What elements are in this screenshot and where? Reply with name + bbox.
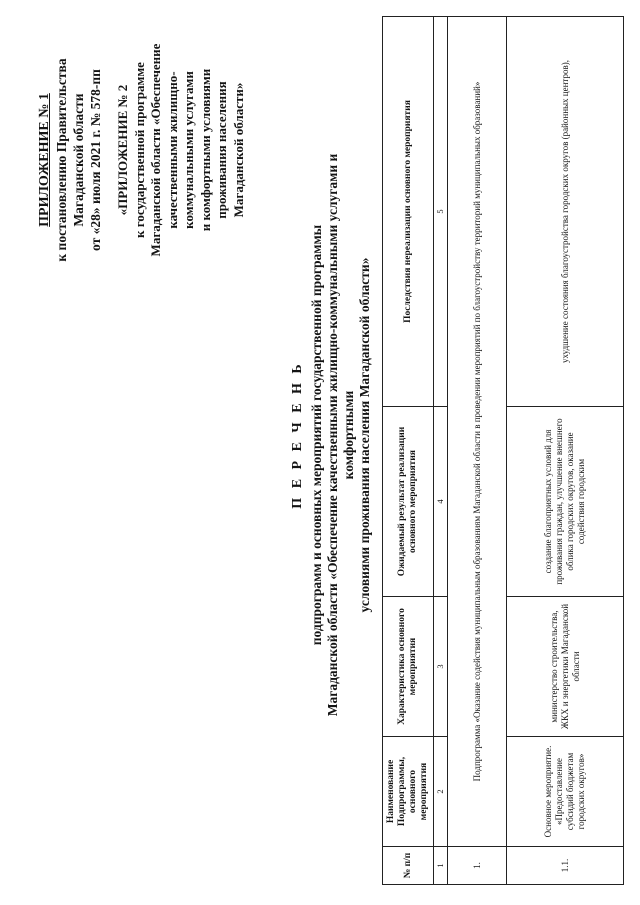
appendix-1-line: от «28» июля 2021 г. № 578-пп xyxy=(88,69,103,251)
expected-result-cell: создание благоприятных условий для проживания граждан, улучшение внешнего облика городских округов, оказание содействия городским xyxy=(507,407,624,597)
title-line: подпрограмм и основных мероприятий государственной программы xyxy=(309,224,324,646)
header-cell: Характеристика основного мероприятия xyxy=(383,597,434,737)
measure-characteristic-cell: министерство строительства, ЖКХ и энергетики Магаданской области xyxy=(507,597,624,737)
appendix-2-line: проживания населения xyxy=(214,81,229,219)
column-number: 2 xyxy=(434,737,448,847)
appendix-1-line: к постановлению Правительства xyxy=(54,58,69,262)
table-row xyxy=(507,17,624,885)
title-line: Магаданской области «Обеспечение качественными жилищно-коммунальными услугами и комфортными xyxy=(325,153,356,717)
appendix-2-line: коммунальными услугами xyxy=(181,71,196,229)
appendix-1-heading: ПРИЛОЖЕНИЕ № 1 xyxy=(37,93,52,227)
row-number: 1.1. xyxy=(507,847,624,885)
appendix-2-line: к государственной программе xyxy=(131,62,147,238)
column-number: 1 xyxy=(434,847,448,885)
appendix-2-line: и комфортными условиями xyxy=(197,68,213,232)
column-number: 5 xyxy=(434,17,448,407)
title-line: условиями проживания населения Магаданской области» xyxy=(357,257,372,613)
title-main: П Е Р Е Ч Е Н Ь xyxy=(290,361,305,509)
appendix-2-heading: «ПРИЛОЖЕНИЕ № 2 xyxy=(115,84,130,216)
column-number: 4 xyxy=(434,407,448,597)
header-cell: Наименование Подпрограммы, основного мероприятия xyxy=(383,737,434,847)
header-cell: Ожидаемый результат реализации основного мероприятия xyxy=(383,407,434,597)
consequences-cell: ухудшение состояния благоустройства городских округов (районных центров), xyxy=(507,17,624,407)
table-row xyxy=(448,17,507,885)
appendix-2-block xyxy=(115,35,247,265)
appendix-2-line: качественными жилищно- xyxy=(164,71,180,229)
appendix-2-line: Магаданской области «Обеспечение xyxy=(148,43,163,257)
row-number: 1. xyxy=(448,847,507,885)
header-cell: № п/п xyxy=(383,847,434,885)
column-number: 3 xyxy=(434,597,448,737)
table-number-row xyxy=(434,17,448,885)
appendix-1-block xyxy=(36,25,104,295)
document-title xyxy=(290,125,373,745)
header-cell: Последствия нереализации основного мероприятия xyxy=(383,17,434,407)
appendix-2-line: Магаданской области» xyxy=(230,82,246,218)
appendix-1-line: Магаданской области xyxy=(71,93,86,227)
subprogram-cell: Подпрограмма «Оказание содействия муниципальным образованиям Магаданской области в проведении мероприятий по благоустройству территорий муниципальных образований» xyxy=(448,17,507,847)
measures-table xyxy=(382,16,624,885)
measure-name-cell: Основное мероприятие. «Предоставление субсидий бюджетам городских округов» xyxy=(507,737,624,847)
table-header-row xyxy=(383,17,434,885)
